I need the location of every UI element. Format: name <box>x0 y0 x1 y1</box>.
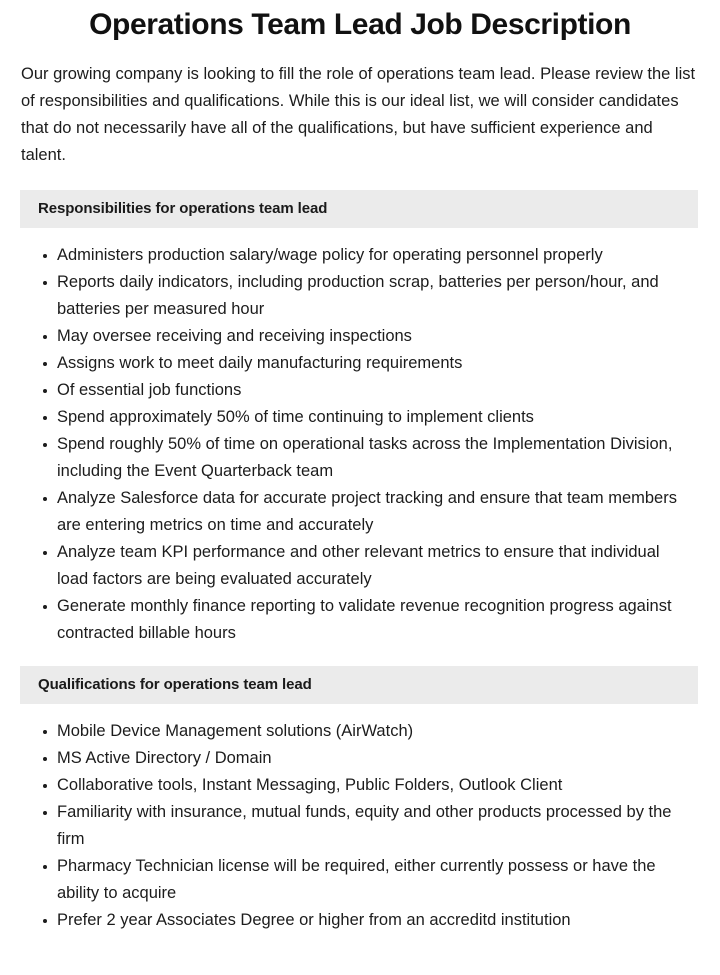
responsibilities-heading: Responsibilities for operations team lead <box>38 200 328 217</box>
list-item: Pharmacy Technician license will be required, either currently possess or have the ability to acquire <box>0 853 720 907</box>
qualifications-section <box>0 666 720 934</box>
responsibilities-section <box>0 190 720 647</box>
qualifications-heading: Qualifications for operations team lead <box>38 676 312 693</box>
list-item: Generate monthly finance reporting to validate revenue recognition progress against contracted billable hours <box>0 593 720 647</box>
list-item: Spend approximately 50% of time continuing to implement clients <box>0 404 720 431</box>
page-title: Operations Team Lead Job Description <box>89 8 631 41</box>
responsibilities-section-header <box>20 190 698 228</box>
list-item: Assigns work to meet daily manufacturing requirements <box>0 350 720 377</box>
list-item: Administers production salary/wage policy for operating personnel properly <box>0 242 720 269</box>
list-item: MS Active Directory / Domain <box>0 745 720 772</box>
list-item: Spend roughly 50% of time on operational tasks across the Implementation Division, including the Event Quarterback team <box>0 431 720 485</box>
list-item: Prefer 2 year Associates Degree or higher from an accreditd institution <box>0 907 720 934</box>
list-item: Familiarity with insurance, mutual funds, equity and other products processed by the firm <box>0 799 720 853</box>
qualifications-list <box>0 704 720 934</box>
list-item: Reports daily indicators, including production scrap, batteries per person/hour, and batteries per measured hour <box>0 269 720 323</box>
qualifications-section-header <box>20 666 698 704</box>
list-item: Of essential job functions <box>0 377 720 404</box>
list-item: Analyze Salesforce data for accurate project tracking and ensure that team members are entering metrics on time and accurately <box>0 485 720 539</box>
responsibilities-list <box>0 228 720 647</box>
list-item: Collaborative tools, Instant Messaging, Public Folders, Outlook Client <box>0 772 720 799</box>
intro-paragraph: Our growing company is looking to fill the role of operations team lead. Please review the list of responsibilities and qualifications. While this is our ideal list, we will consider candidates that do not necessarily have all of the qualifications, but have sufficient experience and talent. <box>21 65 696 164</box>
list-item: Analyze team KPI performance and other relevant metrics to ensure that individual load factors are being evaluated accurately <box>0 539 720 593</box>
list-item: May oversee receiving and receiving inspections <box>0 323 720 350</box>
list-item: Mobile Device Management solutions (AirWatch) <box>0 718 720 745</box>
